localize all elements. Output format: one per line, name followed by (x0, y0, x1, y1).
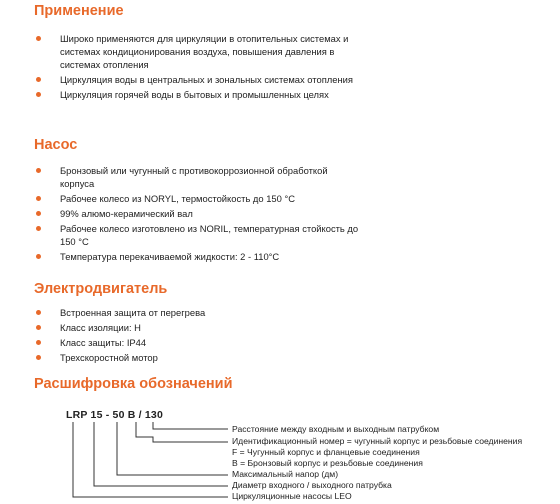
bullet-dot-icon (36, 254, 41, 259)
bullet-dot-icon (36, 196, 41, 201)
section-application (34, 2, 550, 103)
motor-list (34, 306, 550, 364)
list-item: Бронзовый или чугунный с противокоррозионной обработкой корпуса (34, 164, 360, 190)
bullet-dot-icon (36, 77, 41, 82)
model-code: LRP 15 - 50 B / 130 (66, 409, 163, 421)
leader-line (94, 422, 228, 486)
leader-line (73, 422, 228, 497)
list-item: Трехскоростной мотор (34, 351, 360, 364)
legend-label: Диаметр входного / выходного патрубка (232, 480, 392, 490)
section-decoding (34, 375, 550, 393)
section-title-application: Применение (34, 3, 124, 19)
list-item: Циркуляция воды в центральных и зональных системах отопления (34, 73, 360, 86)
leader-line (117, 422, 228, 475)
section-title-decoding: Расшифровка обозначений (34, 376, 233, 392)
list-item: Класс защиты: IP44 (34, 336, 360, 349)
legend-label: Идентификационный номер = чугунный корпус и резьбовые соединения (232, 436, 523, 446)
bullet-dot-icon (36, 168, 41, 173)
section-pump (34, 136, 550, 265)
section-motor (34, 280, 550, 366)
list-item: Широко применяются для циркуляции в отопительных системах и системах кондиционирования воздуха, повышения давления в системах отопления (34, 32, 360, 71)
legend-label: Расстояние между входным и выходным патрубком (232, 424, 440, 434)
leader-line (153, 422, 228, 429)
list-item: Рабочее колесо изготовлено из NORIL, температурная стойкость до 150 °C (34, 222, 360, 248)
legend-label: B = Бронзовый корпус и резьбовые соединения (232, 458, 423, 468)
section-title-pump: Насос (34, 137, 78, 153)
bullet-dot-icon (36, 310, 41, 315)
bullet-dot-icon (36, 36, 41, 41)
bullet-dot-icon (36, 355, 41, 360)
list-item: Рабочее колесо из NORYL, термостойкость до 150 °C (34, 192, 360, 205)
bullet-dot-icon (36, 92, 41, 97)
legend-label: F = Чугунный корпус и фланцевые соединения (232, 447, 420, 457)
bullet-dot-icon (36, 340, 41, 345)
application-list (34, 32, 550, 101)
bullet-dot-icon (36, 211, 41, 216)
list-item: Класс изоляции: H (34, 321, 360, 334)
leader-line (136, 422, 228, 442)
list-item: 99% алюмо-керамический вал (34, 207, 360, 220)
legend-label: Максимальный напор (дм) (232, 469, 339, 479)
list-item: Циркуляция горячей воды в бытовых и промышленных целях (34, 88, 360, 101)
bullet-dot-icon (36, 325, 41, 330)
section-title-motor: Электродвигатель (34, 281, 168, 297)
list-item: Встроенная защита от перегрева (34, 306, 360, 319)
bullet-dot-icon (36, 226, 41, 231)
list-item: Температура перекачиваемой жидкости: 2 - 110°C (34, 250, 360, 263)
pump-list (34, 164, 550, 263)
legend-label: Циркуляционные насосы LEO (232, 491, 352, 501)
